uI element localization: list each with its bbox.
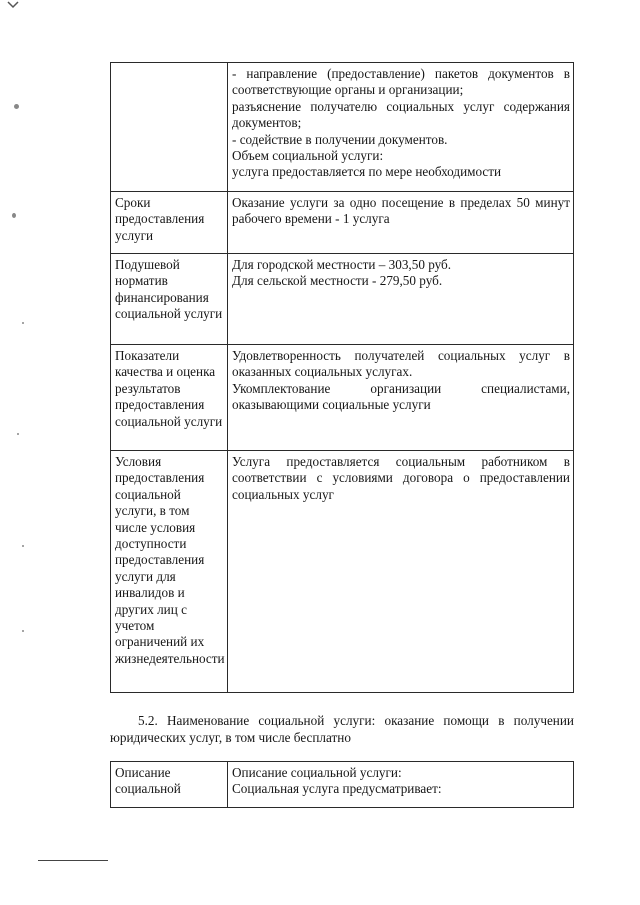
quality-indicator: Удовлетворенность получателей социальных услуг в оказанных социальных услугах. — [232, 348, 570, 380]
table-row — [111, 63, 574, 192]
volume-value: услуга предоставляется по мере необходимости — [232, 164, 502, 180]
margin-speck — [17, 433, 19, 435]
description-text: Социальная услуга предусматривает: — [232, 781, 442, 797]
row-content-cell — [228, 63, 574, 192]
margin-speck — [22, 630, 24, 632]
row-label-cell — [111, 63, 228, 192]
rural-rate: Для сельской местности - 279,50 руб. — [232, 273, 443, 289]
table-row — [111, 345, 574, 451]
list-item: - содействие в получении документов. — [232, 131, 448, 147]
margin-speck — [12, 213, 16, 218]
row-content-cell: Услуга предоставляется социальным работником в соответствии с условиями договора о предоставлении социальных услуг — [228, 451, 574, 693]
margin-speck — [22, 322, 24, 324]
table-row — [111, 254, 574, 345]
volume-heading: Объем социальной услуги: — [232, 148, 384, 164]
table-row — [111, 192, 574, 254]
table-row — [111, 762, 574, 808]
row-label-cell: Показатели качества и оценка результатов предоставления социальной услуги — [111, 345, 228, 451]
list-item: - направление (предоставление) пакетов документов в соответствующие органы и организации; — [232, 66, 570, 98]
row-label-cell: Сроки предоставления услуги — [111, 192, 228, 254]
footnote-rule — [38, 860, 108, 861]
urban-rate: Для городской местности – 303,50 руб. — [232, 257, 452, 272]
row-content-cell — [228, 254, 574, 345]
services-table — [110, 62, 574, 693]
margin-speck — [14, 104, 19, 109]
row-label-cell: Подушевой норматив финансирования социальной услуги — [111, 254, 228, 345]
corner-mark — [6, 0, 20, 10]
margin-speck — [22, 545, 24, 547]
row-content-cell — [228, 762, 574, 808]
row-content-cell — [228, 345, 574, 451]
list-item: разъяснение получателю социальных услуг содержания документов; — [232, 98, 570, 131]
description-heading: Описание социальной услуги: — [232, 765, 402, 780]
table-row — [111, 451, 574, 693]
row-label-cell: Описание социальной — [111, 762, 228, 808]
service-description-table — [110, 761, 574, 808]
quality-indicator: Укомплектование организации специалистами, оказывающими социальные услуги — [232, 380, 570, 413]
section-heading: 5.2. Наименование социальной услуги: оказание помощи в получении юридических услуг, в том числе бесплатно — [110, 713, 574, 745]
row-content-cell: Оказание услуги за одно посещение в пределах 50 минут рабочего времени - 1 услуга — [228, 192, 574, 254]
row-label-cell: Условия предоставления социальной услуги, в том числе условия доступности предоставления услуги для инвалидов и других лиц с учетом ограничений их жизнедеятельности — [111, 451, 228, 693]
